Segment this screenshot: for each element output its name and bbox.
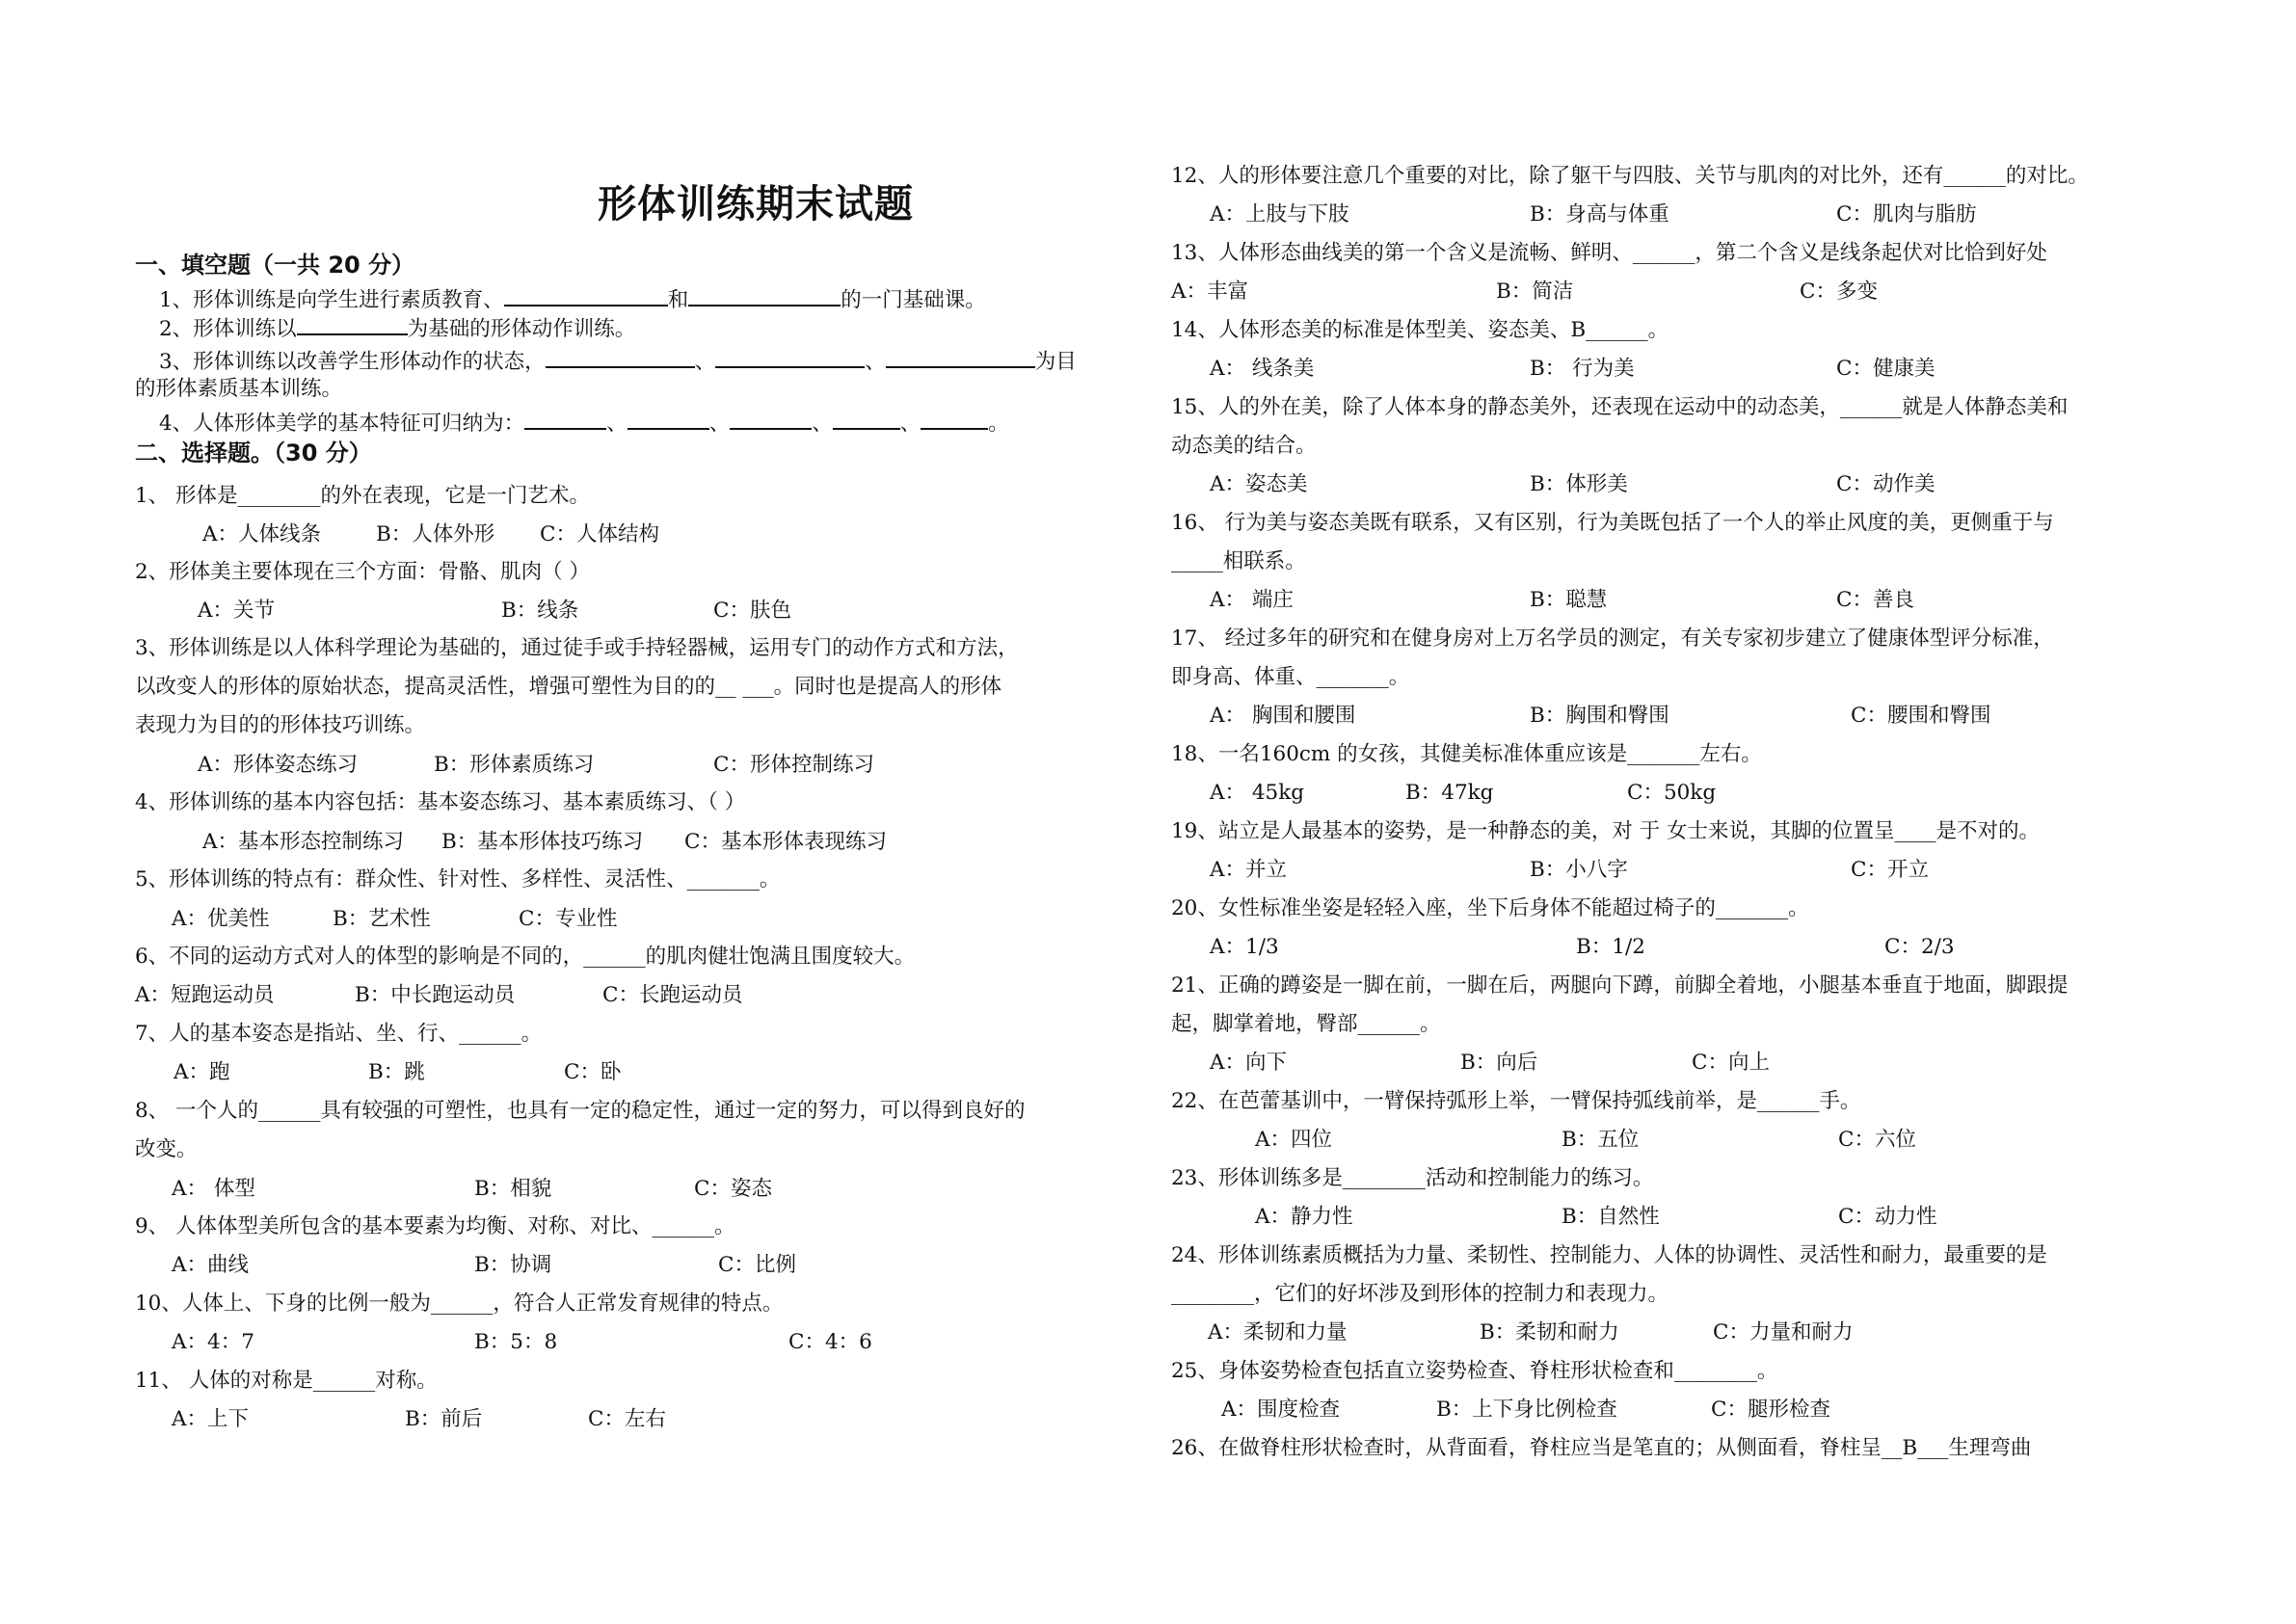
q3-option-a[interactable]: A：形体姿态练习 bbox=[198, 753, 359, 777]
question-3-line-2: 以改变人的形体的原始状态，提高灵活性，增强可塑性为目的的__ ___。同时也是提高人的形体 bbox=[135, 675, 1002, 699]
q11-option-a[interactable]: A：上下 bbox=[172, 1407, 250, 1431]
question-12: 12、人的形体要注意几个重要的对比，除了躯干与四肢、关节与肌肉的对比外，还有______的对比。 bbox=[1171, 164, 2089, 188]
question-3-line-3: 表现力为目的的形体技巧训练。 bbox=[135, 713, 426, 737]
q18-option-b[interactable]: B：47kg bbox=[1405, 781, 1494, 805]
q9-option-a[interactable]: A：曲线 bbox=[172, 1253, 250, 1277]
q19-option-b[interactable]: B：小八字 bbox=[1530, 858, 1628, 882]
q4-sep-4: 、 bbox=[899, 412, 921, 436]
q23-option-b[interactable]: B：自然性 bbox=[1562, 1205, 1660, 1229]
q22-option-a[interactable]: A：四位 bbox=[1255, 1128, 1333, 1152]
q1-text-c: 的一门基础课。 bbox=[841, 288, 986, 312]
q24-option-b[interactable]: B：柔韧和耐力 bbox=[1480, 1320, 1619, 1344]
q2-text-b: 为基础的形体动作训练。 bbox=[407, 317, 636, 341]
q11-option-b[interactable]: B：前后 bbox=[405, 1407, 483, 1431]
q25-option-a[interactable]: A：围度检查 bbox=[1221, 1398, 1341, 1422]
q20-option-c[interactable]: C：2/3 bbox=[1884, 935, 1955, 959]
q2-option-a[interactable]: A：关节 bbox=[198, 599, 276, 623]
q3-text-a: 3、形体训练以改善学生形体动作的状态， bbox=[159, 350, 546, 374]
q22-option-c[interactable]: C：六位 bbox=[1838, 1128, 1916, 1152]
question-6: 6、不同的运动方式对人的体型的影响是不同的，______的肌肉健壮饱满且围度较大。 bbox=[135, 945, 916, 969]
q13-option-c[interactable]: C：多变 bbox=[1800, 280, 1878, 304]
q2-option-c[interactable]: C：肤色 bbox=[713, 599, 791, 623]
section-choice-heading: 二、选择题。（30 分） bbox=[135, 439, 372, 466]
question-4: 4、形体训练的基本内容包括：基本姿态练习、基本素质练习、（ ） bbox=[135, 790, 746, 814]
q8-option-c[interactable]: C：姿态 bbox=[694, 1177, 772, 1201]
q4-blank-5[interactable] bbox=[921, 407, 988, 430]
q21-option-a[interactable]: A：向下 bbox=[1210, 1051, 1288, 1075]
question-17: 17、 经过多年的研究和在健身房对上万名学员的测定，有关专家初步建立了健康体型评分标准， bbox=[1171, 626, 2054, 651]
q16-option-a[interactable]: A： 端庄 bbox=[1210, 588, 1294, 612]
q12-option-b[interactable]: B：身高与体重 bbox=[1530, 202, 1669, 226]
q17-option-c[interactable]: C：腰围和臀围 bbox=[1851, 704, 1991, 728]
q10-option-c[interactable]: C：4：6 bbox=[788, 1330, 872, 1354]
question-25: 25、身体姿势检查包括直立姿势检查、脊柱形状检查和________。 bbox=[1171, 1359, 1778, 1383]
q4-sep-1: 、 bbox=[606, 412, 627, 436]
q8-option-a[interactable]: A： 体型 bbox=[172, 1177, 255, 1201]
q3-text-d: 为目 bbox=[1034, 350, 1077, 374]
q23-option-c[interactable]: C：动力性 bbox=[1838, 1205, 1937, 1229]
q4-text-a: 4、人体形体美学的基本特征可归纳为： bbox=[159, 412, 525, 436]
question-10: 10、人体上、下身的比例一般为______，符合人正常发育规律的特点。 bbox=[135, 1291, 784, 1316]
q15-option-b[interactable]: B：体形美 bbox=[1530, 472, 1628, 496]
question-17-line-2: 即身高、体重、_______。 bbox=[1171, 665, 1410, 689]
question-13: 13、人体形态曲线美的第一个含义是流畅、鲜明、______，第二个含义是线条起伏对比恰到好处 bbox=[1171, 241, 2047, 265]
question-19: 19、站立是人最基本的姿势，是一种静态的美，对 于 女士来说，其脚的位置呈____是不对的。 bbox=[1171, 819, 2041, 843]
question-14: 14、人体形态美的标准是体型美、姿态美、B______。 bbox=[1171, 318, 1669, 342]
q1-text-b: 和 bbox=[667, 288, 689, 312]
q16-option-b[interactable]: B：聪慧 bbox=[1530, 588, 1608, 612]
question-15-line-2: 动态美的结合。 bbox=[1171, 434, 1317, 458]
q3-blank-2[interactable] bbox=[715, 345, 865, 368]
q18-option-c[interactable]: C：50kg bbox=[1627, 781, 1717, 805]
q7-option-c[interactable]: C：卧 bbox=[564, 1060, 622, 1084]
q1-blank-2[interactable] bbox=[688, 283, 841, 306]
q21-option-b[interactable]: B：向后 bbox=[1460, 1051, 1538, 1075]
q15-option-c[interactable]: C：动作美 bbox=[1836, 472, 1936, 496]
section-fill-heading: 一、填空题（一共 20 分） bbox=[135, 252, 415, 279]
q3-option-c[interactable]: C：形体控制练习 bbox=[713, 753, 874, 777]
question-11: 11、 人体的对称是______对称。 bbox=[135, 1369, 438, 1393]
q23-option-a[interactable]: A：静力性 bbox=[1255, 1205, 1353, 1229]
q4-option-b[interactable]: B：基本形体技巧练习 bbox=[441, 830, 644, 854]
q7-option-a[interactable]: A：跑 bbox=[174, 1060, 230, 1084]
q15-option-a[interactable]: A：姿态美 bbox=[1210, 472, 1308, 496]
q6-option-b[interactable]: B：中长跑运动员 bbox=[355, 983, 516, 1007]
q14-option-b[interactable]: B： 行为美 bbox=[1530, 357, 1635, 381]
q2-blank[interactable] bbox=[297, 312, 408, 335]
q4-blank-2[interactable] bbox=[627, 407, 709, 430]
q3-sep-1: 、 bbox=[694, 350, 716, 374]
q1-option-a[interactable]: A：人体线条 bbox=[202, 522, 322, 546]
question-15: 15、人的外在美，除了人体本身的静态美外，还表现在运动中的动态美，______就是人体静态美和 bbox=[1171, 395, 2069, 419]
question-5: 5、形体训练的特点有：群众性、针对性、多样性、灵活性、_______。 bbox=[135, 867, 781, 892]
q22-option-b[interactable]: B：五位 bbox=[1562, 1128, 1640, 1152]
q16-option-c[interactable]: C：善良 bbox=[1836, 588, 1914, 612]
question-8-line-2: 改变。 bbox=[135, 1137, 198, 1161]
question-22: 22、在芭蕾基训中，一臂保持弧形上举，一臂保持弧线前举，是______手。 bbox=[1171, 1089, 1861, 1113]
q25-option-c[interactable]: C：腿形检查 bbox=[1711, 1398, 1830, 1422]
q13-option-b[interactable]: B：简洁 bbox=[1496, 280, 1574, 304]
question-9: 9、 人体体型美所包含的基本要素为均衡、对称、对比、______。 bbox=[135, 1214, 735, 1238]
q4-blank-3[interactable] bbox=[730, 407, 812, 430]
q4-option-c[interactable]: C：基本形体表现练习 bbox=[684, 830, 887, 854]
q9-option-c[interactable]: C：比例 bbox=[718, 1253, 796, 1277]
q4-blank-4[interactable] bbox=[833, 407, 900, 430]
q3-blank-3[interactable] bbox=[886, 345, 1035, 368]
q1-option-c[interactable]: C：人体结构 bbox=[540, 522, 659, 546]
q14-option-c[interactable]: C：健康美 bbox=[1836, 357, 1936, 381]
q11-option-c[interactable]: C：左右 bbox=[588, 1407, 666, 1431]
question-21-line-2: 起，脚掌着地，臀部______。 bbox=[1171, 1012, 1441, 1036]
question-16: 16、 行为美与姿态美既有联系，又有区别，行为美既包括了一个人的举止风度的美，更侧重于与 bbox=[1171, 511, 2054, 535]
q25-option-b[interactable]: B：上下身比例检查 bbox=[1436, 1398, 1617, 1422]
question-20: 20、女性标准坐姿是轻轻入座，坐下后身体不能超过椅子的_______。 bbox=[1171, 896, 1809, 920]
question-26: 26、在做脊柱形状检查时，从背面看，脊柱应当是笔直的；从侧面看，脊柱呈__B___生理弯曲 bbox=[1171, 1436, 2032, 1460]
fill-question-3-cont: 的形体素质基本训练。 bbox=[135, 377, 343, 401]
question-24-line-2: ________，它们的好坏涉及到形体的控制力和表现力。 bbox=[1171, 1282, 1669, 1306]
q4-end: 。 bbox=[988, 412, 1009, 436]
question-3: 3、形体训练是以人体科学理论为基础的，通过徒手或手持轻器械，运用专门的动作方式和方法， bbox=[135, 636, 1019, 660]
q1-option-b[interactable]: B：人体外形 bbox=[376, 522, 495, 546]
question-24: 24、形体训练素质概括为力量、柔韧性、控制能力、人体的协调性、灵活性和耐力，最重要的是 bbox=[1171, 1243, 2047, 1267]
question-8: 8、 一个人的______具有较强的可塑性，也具有一定的稳定性，通过一定的努力，可以得到良好的 bbox=[135, 1099, 1026, 1123]
q2-option-b[interactable]: B：线条 bbox=[501, 599, 579, 623]
q6-option-c[interactable]: C：长跑运动员 bbox=[602, 983, 743, 1007]
q17-option-a[interactable]: A： 胸围和腰围 bbox=[1210, 704, 1356, 728]
q21-option-c[interactable]: C：向上 bbox=[1692, 1051, 1770, 1075]
q17-option-b[interactable]: B：胸围和臀围 bbox=[1530, 704, 1669, 728]
q3-blank-1[interactable] bbox=[546, 345, 695, 368]
q12-option-a[interactable]: A：上肢与下肢 bbox=[1210, 202, 1349, 226]
fill-question-2 bbox=[159, 312, 635, 341]
q4-sep-3: 、 bbox=[812, 412, 833, 436]
q5-option-c[interactable]: C：专业性 bbox=[519, 907, 618, 931]
q1-text-a: 1、形体训练是向学生进行素质教育、 bbox=[159, 288, 504, 312]
q9-option-b[interactable]: B：协调 bbox=[474, 1253, 552, 1277]
question-7: 7、人的基本姿态是指站、坐、行、______。 bbox=[135, 1022, 543, 1046]
q3-option-b[interactable]: B：形体素质练习 bbox=[434, 753, 595, 777]
q5-option-a[interactable]: A：优美性 bbox=[172, 907, 270, 931]
q24-option-c[interactable]: C：力量和耐力 bbox=[1713, 1320, 1854, 1344]
question-21: 21、正确的蹲姿是一脚在前，一脚在后，两腿向下蹲，前脚全着地，小腿基本垂直于地面，脚跟提 bbox=[1171, 973, 2069, 998]
q1-blank-1[interactable] bbox=[504, 283, 668, 306]
q8-option-b[interactable]: B：相貌 bbox=[474, 1177, 552, 1201]
q24-option-a[interactable]: A：柔韧和力量 bbox=[1208, 1320, 1348, 1344]
q13-option-a[interactable]: A：丰富 bbox=[1171, 280, 1249, 304]
page-title: 形体训练期末试题 bbox=[598, 182, 914, 226]
question-2: 2、形体美主要体现在三个方面：骨骼、肌肉（ ） bbox=[135, 560, 591, 584]
question-1: 1、 形体是________的外在表现，它是一门艺术。 bbox=[135, 484, 591, 508]
question-23: 23、形体训练多是________活动和控制能力的练习。 bbox=[1171, 1166, 1654, 1190]
q4-option-a[interactable]: A：基本形态控制练习 bbox=[202, 830, 405, 854]
q6-option-a[interactable]: A：短跑运动员 bbox=[135, 983, 275, 1007]
q20-option-a[interactable]: A：1/3 bbox=[1210, 935, 1279, 959]
q14-option-a[interactable]: A： 线条美 bbox=[1210, 357, 1315, 381]
question-16-line-2: _____相联系。 bbox=[1171, 549, 1306, 573]
q12-option-c[interactable]: C：肌肉与脂肪 bbox=[1836, 202, 1977, 226]
question-18: 18、一名160cm 的女孩，其健美标准体重应该是_______左右。 bbox=[1171, 742, 1762, 766]
q10-option-b[interactable]: B：5：8 bbox=[474, 1330, 558, 1354]
q2-text-a: 2、形体训练以 bbox=[159, 317, 297, 341]
q19-option-c[interactable]: C：开立 bbox=[1851, 858, 1929, 882]
fill-question-4 bbox=[159, 407, 1009, 436]
q18-option-a[interactable]: A： 45kg bbox=[1210, 781, 1305, 805]
q20-option-b[interactable]: B：1/2 bbox=[1576, 935, 1645, 959]
q3-sep-2: 、 bbox=[865, 350, 886, 374]
q4-sep-2: 、 bbox=[708, 412, 731, 436]
fill-question-3 bbox=[159, 345, 1077, 374]
q5-option-b[interactable]: B：艺术性 bbox=[333, 907, 431, 931]
q19-option-a[interactable]: A：并立 bbox=[1210, 858, 1288, 882]
q7-option-b[interactable]: B：跳 bbox=[368, 1060, 425, 1084]
q4-blank-1[interactable] bbox=[524, 407, 606, 430]
fill-question-1 bbox=[159, 283, 986, 312]
q10-option-a[interactable]: A：4：7 bbox=[172, 1330, 254, 1354]
